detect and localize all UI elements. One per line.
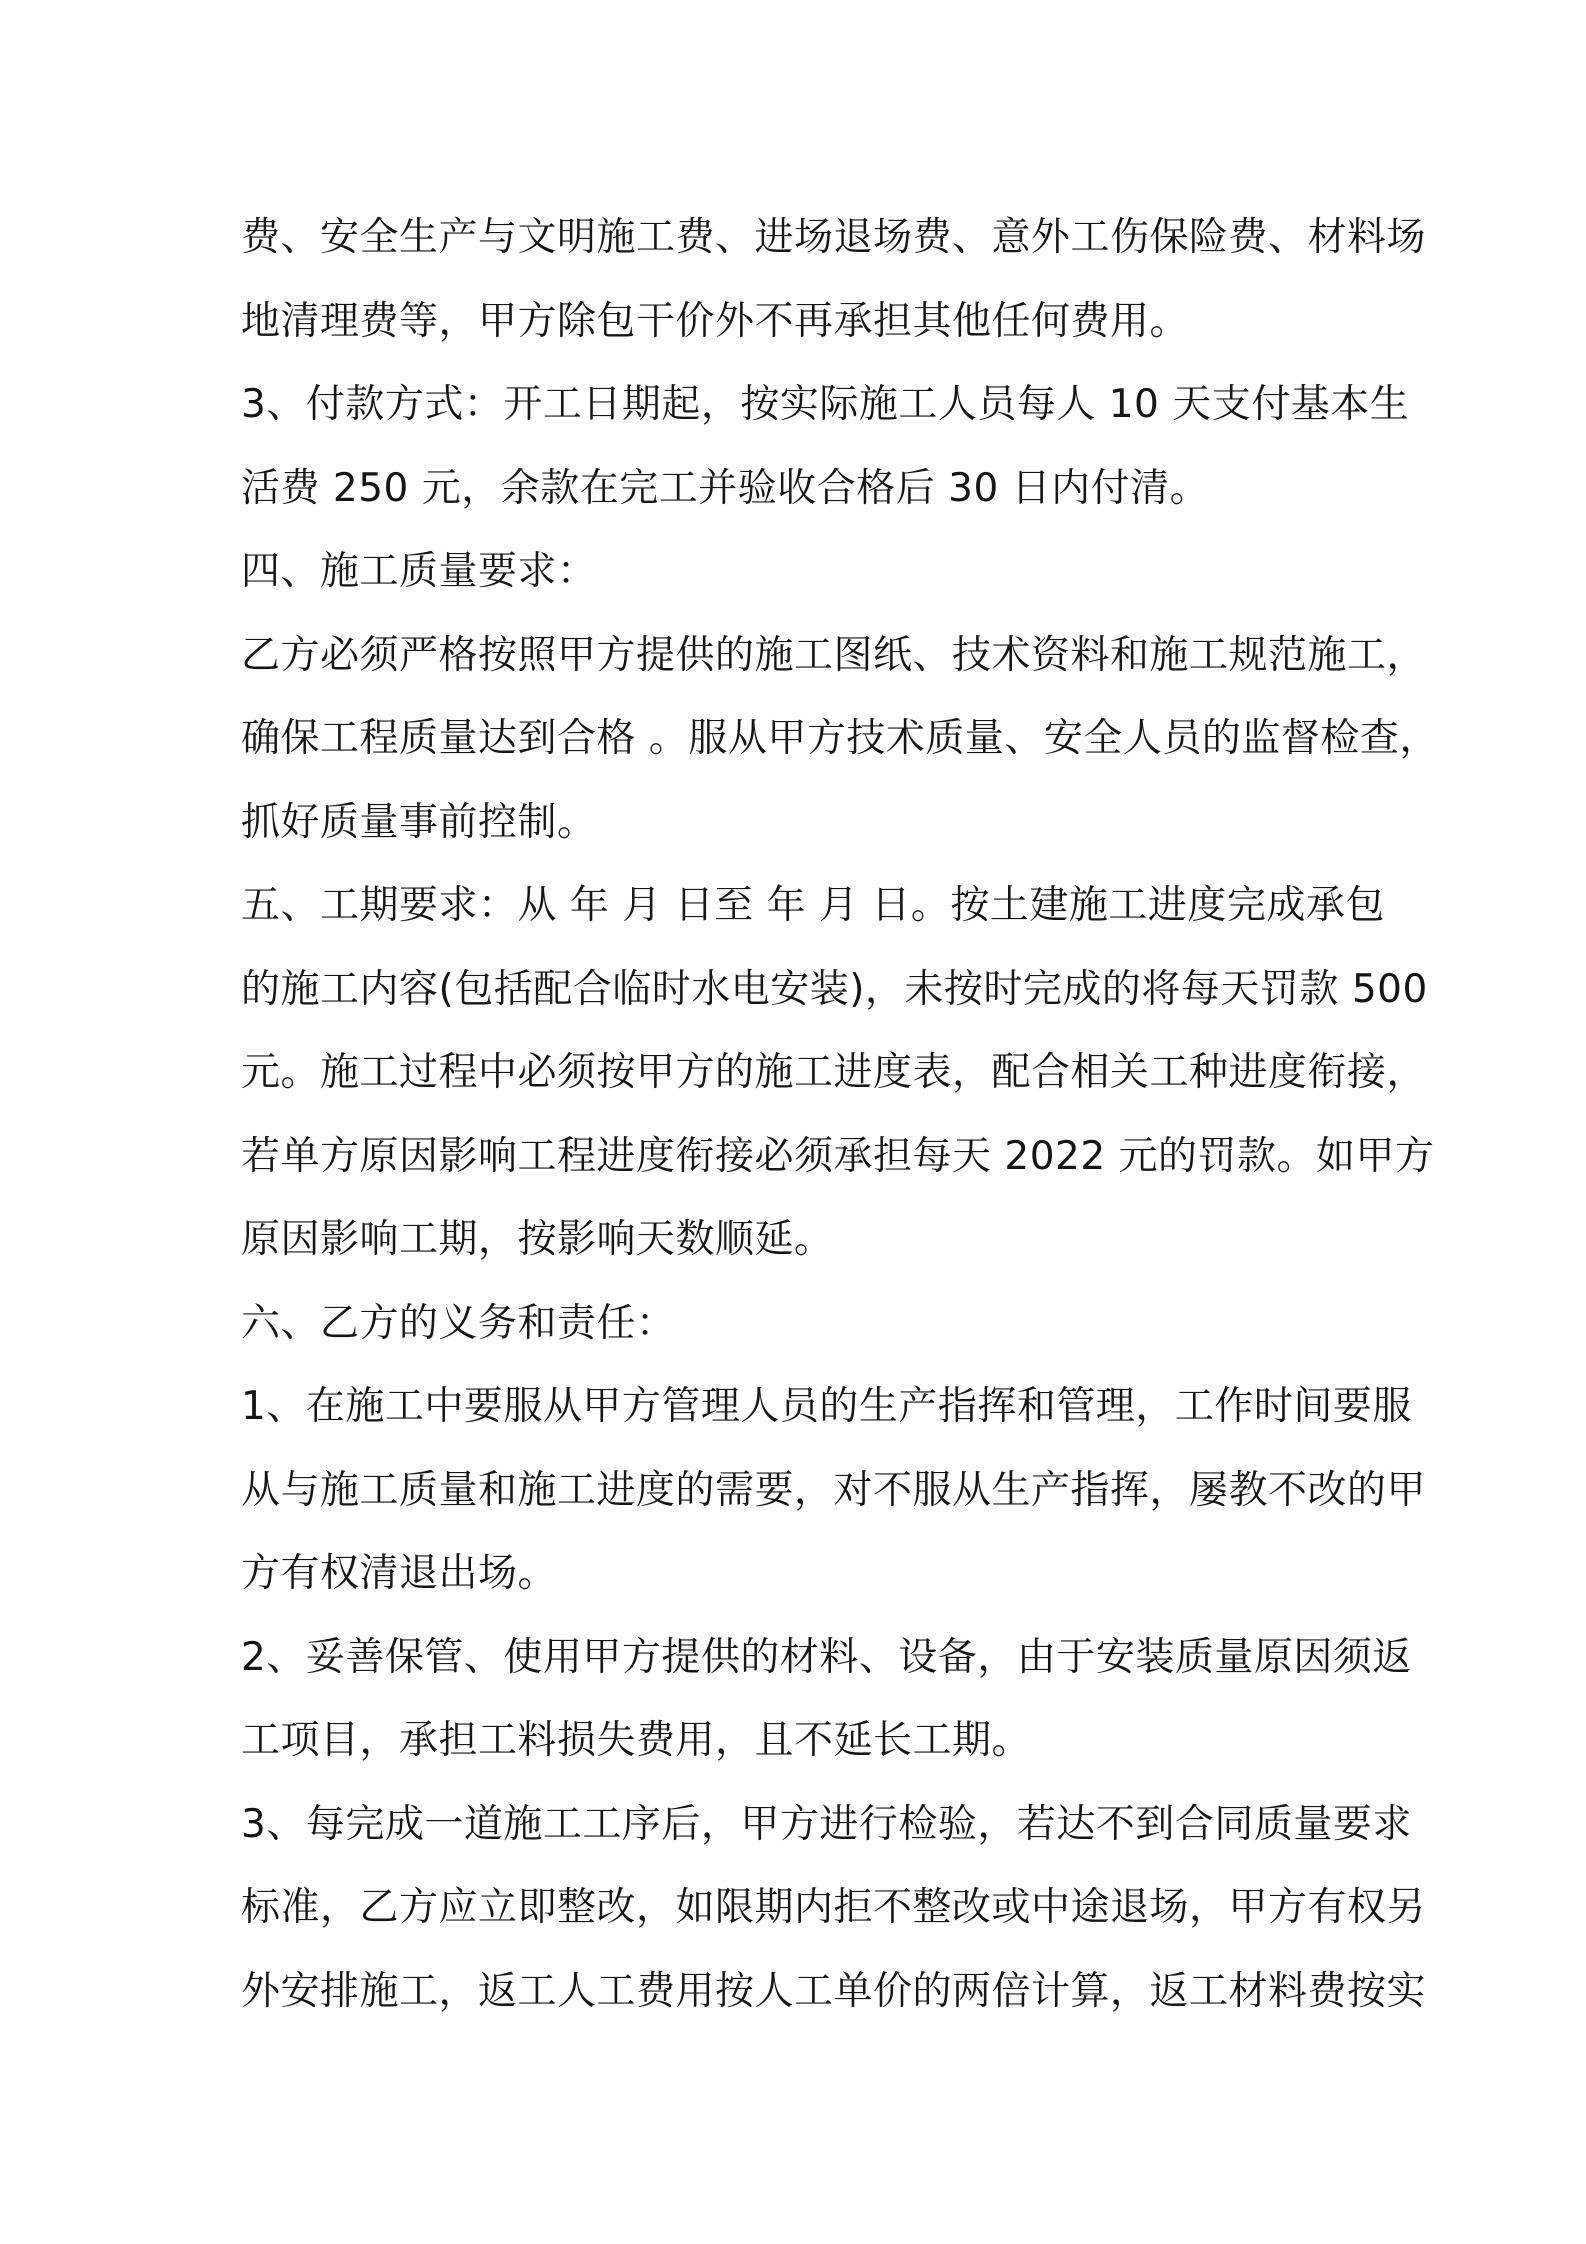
text-line: 标准，乙方应立即整改，如限期内拒不整改或中途退场，甲方有权另: [241, 1885, 1427, 1930]
text-line: 活费 250 元，余款在完工并验收合格后 30 日内付清。: [241, 465, 1210, 511]
text-line: 元。施工过程中必须按甲方的施工进度表，配合相关工种进度衔接，: [241, 1050, 1427, 1095]
document-body: [241, 196, 1439, 2033]
text-line: 乙方必须严格按照甲方提供的施工图纸、技术资料和施工规范施工，: [241, 632, 1427, 678]
text-line: 确保工程质量达到合格 。服从甲方技术质量、安全人员的监督检查，: [241, 716, 1439, 761]
text-line: 的施工内容(包括配合临时水电安装)，未按时完成的将每天罚款 500: [241, 966, 1428, 1012]
text-line: 若单方原因影响工程进度衔接必须承担每天 2022 元的罚款。如甲方: [241, 1133, 1435, 1179]
text-line: 从与施工质量和施工进度的需要，对不服从生产指挥，屡教不改的甲: [241, 1467, 1427, 1513]
section-heading-schedule: 五、工期要求：从 年 月 日至 年 月 日。按土建施工进度完成承包: [241, 883, 1385, 928]
text-line: 3、付款方式：开工日期起，按实际施工人员每人 10 天支付基本生: [241, 382, 1410, 427]
text-line: 方有权清退出场。: [241, 1551, 558, 1596]
text-line: 1、在施工中要服从甲方管理人员的生产指挥和管理，工作时间要服: [241, 1384, 1412, 1429]
text-line: 费、安全生产与文明施工费、进场退场费、意外工伤保险费、材料场: [241, 215, 1427, 260]
text-line: 3、每完成一道施工工序后，甲方进行检验，若达不到合同质量要求: [241, 1801, 1412, 1847]
text-line: 抓好质量事前控制。: [241, 799, 597, 845]
text-line: 2、妥善保管、使用甲方提供的材料、设备，由于安装质量原因须返: [241, 1634, 1412, 1680]
section-heading-quality: 四、施工质量要求：: [241, 549, 597, 594]
text-line: 原因影响工期，按影响天数顺延。: [241, 1217, 834, 1262]
section-heading-obligations: 六、乙方的义务和责任：: [241, 1300, 676, 1346]
text-line: 工项目，承担工料损失费用，且不延长工期。: [241, 1718, 1032, 1763]
text-line: 地清理费等，甲方除包干价外不再承担其他任何费用。: [241, 298, 1190, 344]
text-line: 外安排施工，返工人工费用按人工单价的两倍计算，返工材料费按实: [241, 1968, 1427, 2014]
